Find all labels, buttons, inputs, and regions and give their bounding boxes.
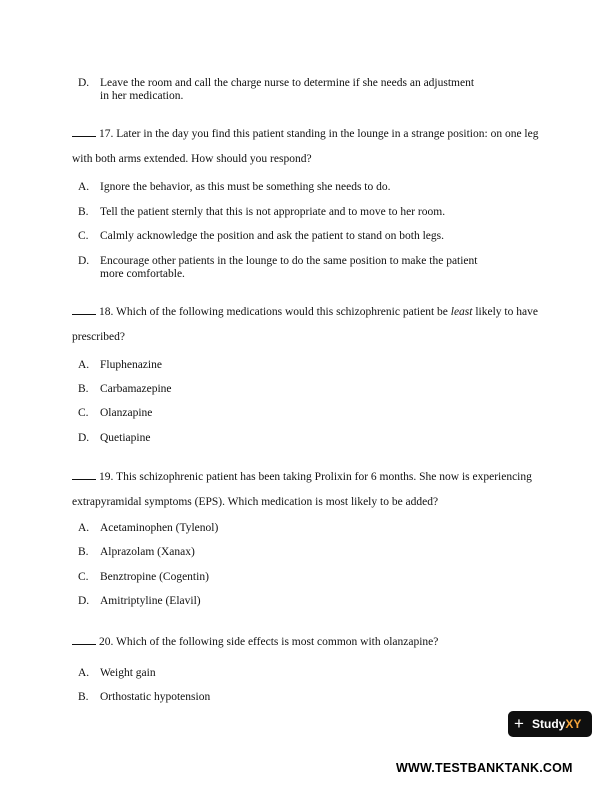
question-text: 17. Later in the day you find this patient standing in the lounge in a strange position: on one leg with both arms extended. How should you respond? [72, 128, 539, 165]
studyxy-badge[interactable] [508, 711, 592, 737]
option-letter: A. [78, 359, 90, 371]
answer-blank [72, 469, 96, 480]
option-text: Tell the patient sternly that this is not appropriate and to move to her room. [100, 206, 446, 218]
option-text: Weight gain [100, 667, 156, 679]
option-text: Carbamazepine [100, 383, 172, 395]
option-letter: B. [78, 383, 89, 395]
question-20 [72, 630, 542, 655]
footer-website: WWW.TESTBANKTANK.COM [396, 761, 573, 775]
option-letter: D. [78, 255, 90, 267]
option-letter: D. [78, 595, 90, 607]
question-emphasis: least [450, 306, 473, 318]
option-text: Olanzapine [100, 407, 153, 419]
brand-main: Study [532, 717, 566, 731]
option-text: Calmly acknowledge the position and ask the patient to stand on both legs. [100, 230, 444, 242]
plus-icon: + [514, 714, 524, 733]
question-17 [72, 122, 542, 172]
option-text: Ignore the behavior, as this must be something she needs to do. [100, 181, 391, 193]
option-letter: D. [78, 77, 90, 89]
option-letter: A. [78, 667, 90, 679]
option-text: Orthostatic hypotension [100, 691, 211, 703]
option-letter: A. [78, 181, 90, 193]
question-text: 20. Which of the following side effects is most common with olanzapine? [99, 636, 439, 648]
question-text-start: 18. Which of the following medications would this schizophrenic patient be [99, 306, 451, 318]
question-text-end: likely to have prescribed? [72, 306, 538, 343]
option-text: Quetiapine [100, 432, 151, 444]
option-letter: D. [78, 432, 90, 444]
question-text: 19. This schizophrenic patient has been taking Prolixin for 6 months. She now is experiencing extrapyramidal symptoms (EPS). Which medication is most likely to be added? [72, 471, 532, 508]
option-letter: B. [78, 546, 89, 558]
option-text: Leave the room and call the charge nurse to determine if she needs an adjustment in her medication. [100, 77, 475, 102]
option-text: Alprazolam (Xanax) [100, 546, 195, 558]
option-letter: C. [78, 571, 89, 583]
question-19 [72, 465, 542, 515]
option-text: Encourage other patients in the lounge to do the same position to make the patient more comfortable. [100, 255, 478, 280]
option-text: Fluphenazine [100, 359, 162, 371]
answer-blank [72, 634, 96, 645]
option-text: Acetaminophen (Tylenol) [100, 522, 219, 534]
option-letter: C. [78, 407, 89, 419]
option-text: Amitriptyline (Elavil) [100, 595, 201, 607]
option-letter: B. [78, 691, 89, 703]
option-letter: A. [78, 522, 90, 534]
question-18 [72, 300, 542, 350]
brand-name [532, 717, 581, 731]
option-letter: B. [78, 206, 89, 218]
option-text: Benztropine (Cogentin) [100, 571, 209, 583]
answer-blank [72, 304, 96, 315]
option-letter: C. [78, 230, 89, 242]
brand-accent: XY [565, 717, 582, 731]
answer-blank [72, 126, 96, 137]
